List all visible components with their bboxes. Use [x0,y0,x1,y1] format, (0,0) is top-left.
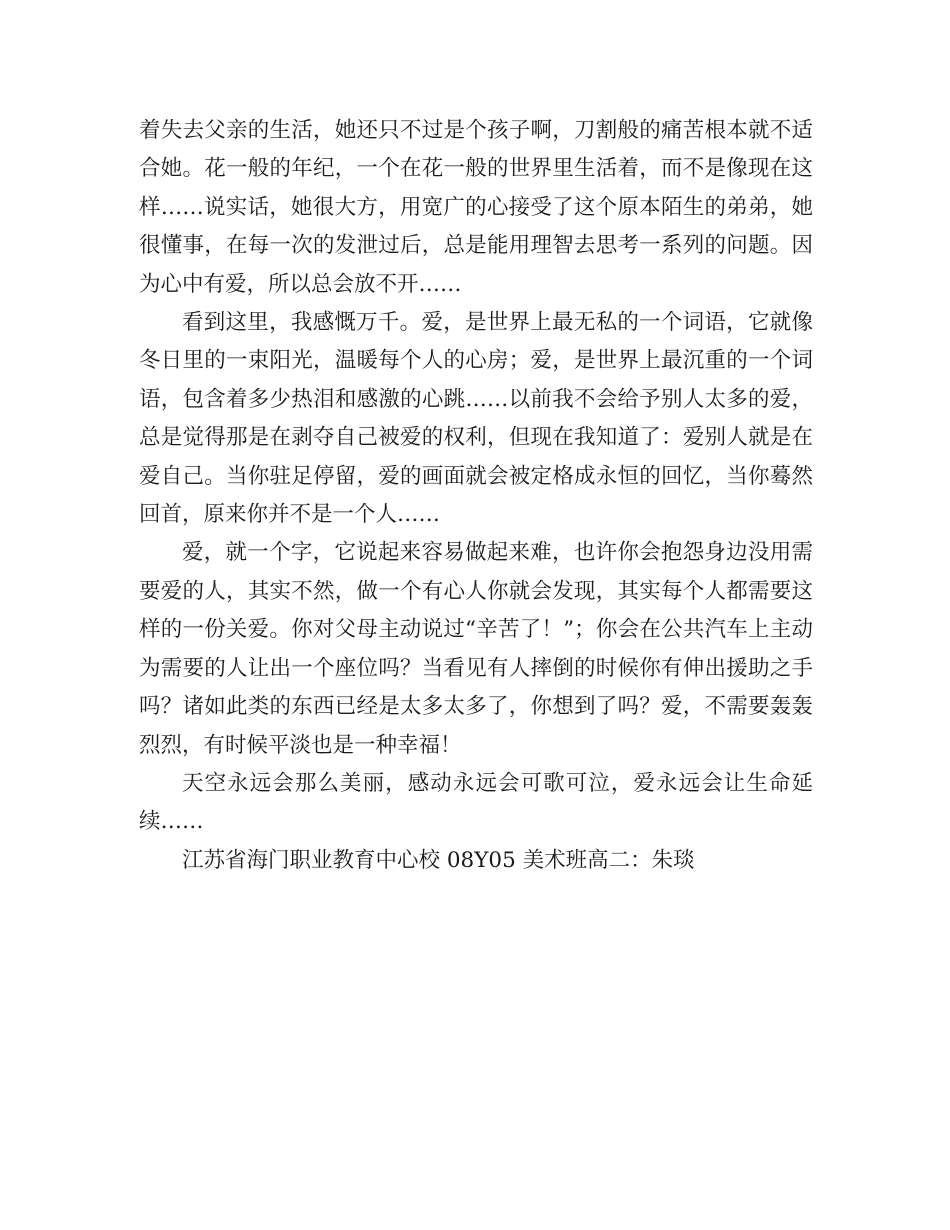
author-signature: 江苏省海门职业教育中心校 08Y05 美术班高二：朱琰 [182,847,695,873]
paragraph-1: 着失去父亲的生活，她还只不过是个孩子啊，刀割般的痛苦根本就不适合她。花一般的年纪，一个在花一般的世界里生活着，而不是像现在这样……说实话，她很大方，用宽广的心接受了这个原本陌生的弟弟，她很懂事，在每一次的发泄过后，总是能用理智去思考一系列的问题。因为心中有爱，所以总会放不开…… [139,118,813,297]
document-body [139,112,813,880]
paragraph-2: 看到这里，我感慨万千。爱，是世界上最无私的一个词语，它就像冬日里的一束阳光，温暖每个人的心房；爱，是世界上最沉重的一个词语，包含着多少热泪和感激的心跳……以前我不会给予别人太多的爱，总是觉得那是在剥夺自己被爱的权利，但现在我知道了：爱别人就是在爱自己。当你驻足停留，爱的画面就会被定格成永恒的回忆，当你蓦然回首，原来你并不是一个人…… [139,310,813,528]
paragraph-3: 爱，就一个字，它说起来容易做起来难，也许你会抱怨身边没用需要爱的人，其实不然，做一个有心人你就会发现，其实每个人都需要这样的一份关爱。你对父母主动说过“辛苦了！”；你会在公共汽车上主动为需要的人让出一个座位吗？当看见有人摔倒的时候你有伸出援助之手吗？诸如此类的东西已经是太多太多了，你想到了吗？爱，不需要轰轰烈烈，有时候平淡也是一种幸福！ [139,540,813,758]
paragraph-4: 天空永远会那么美丽，感动永远会可歌可泣，爱永远会让生命延续…… [139,770,813,835]
